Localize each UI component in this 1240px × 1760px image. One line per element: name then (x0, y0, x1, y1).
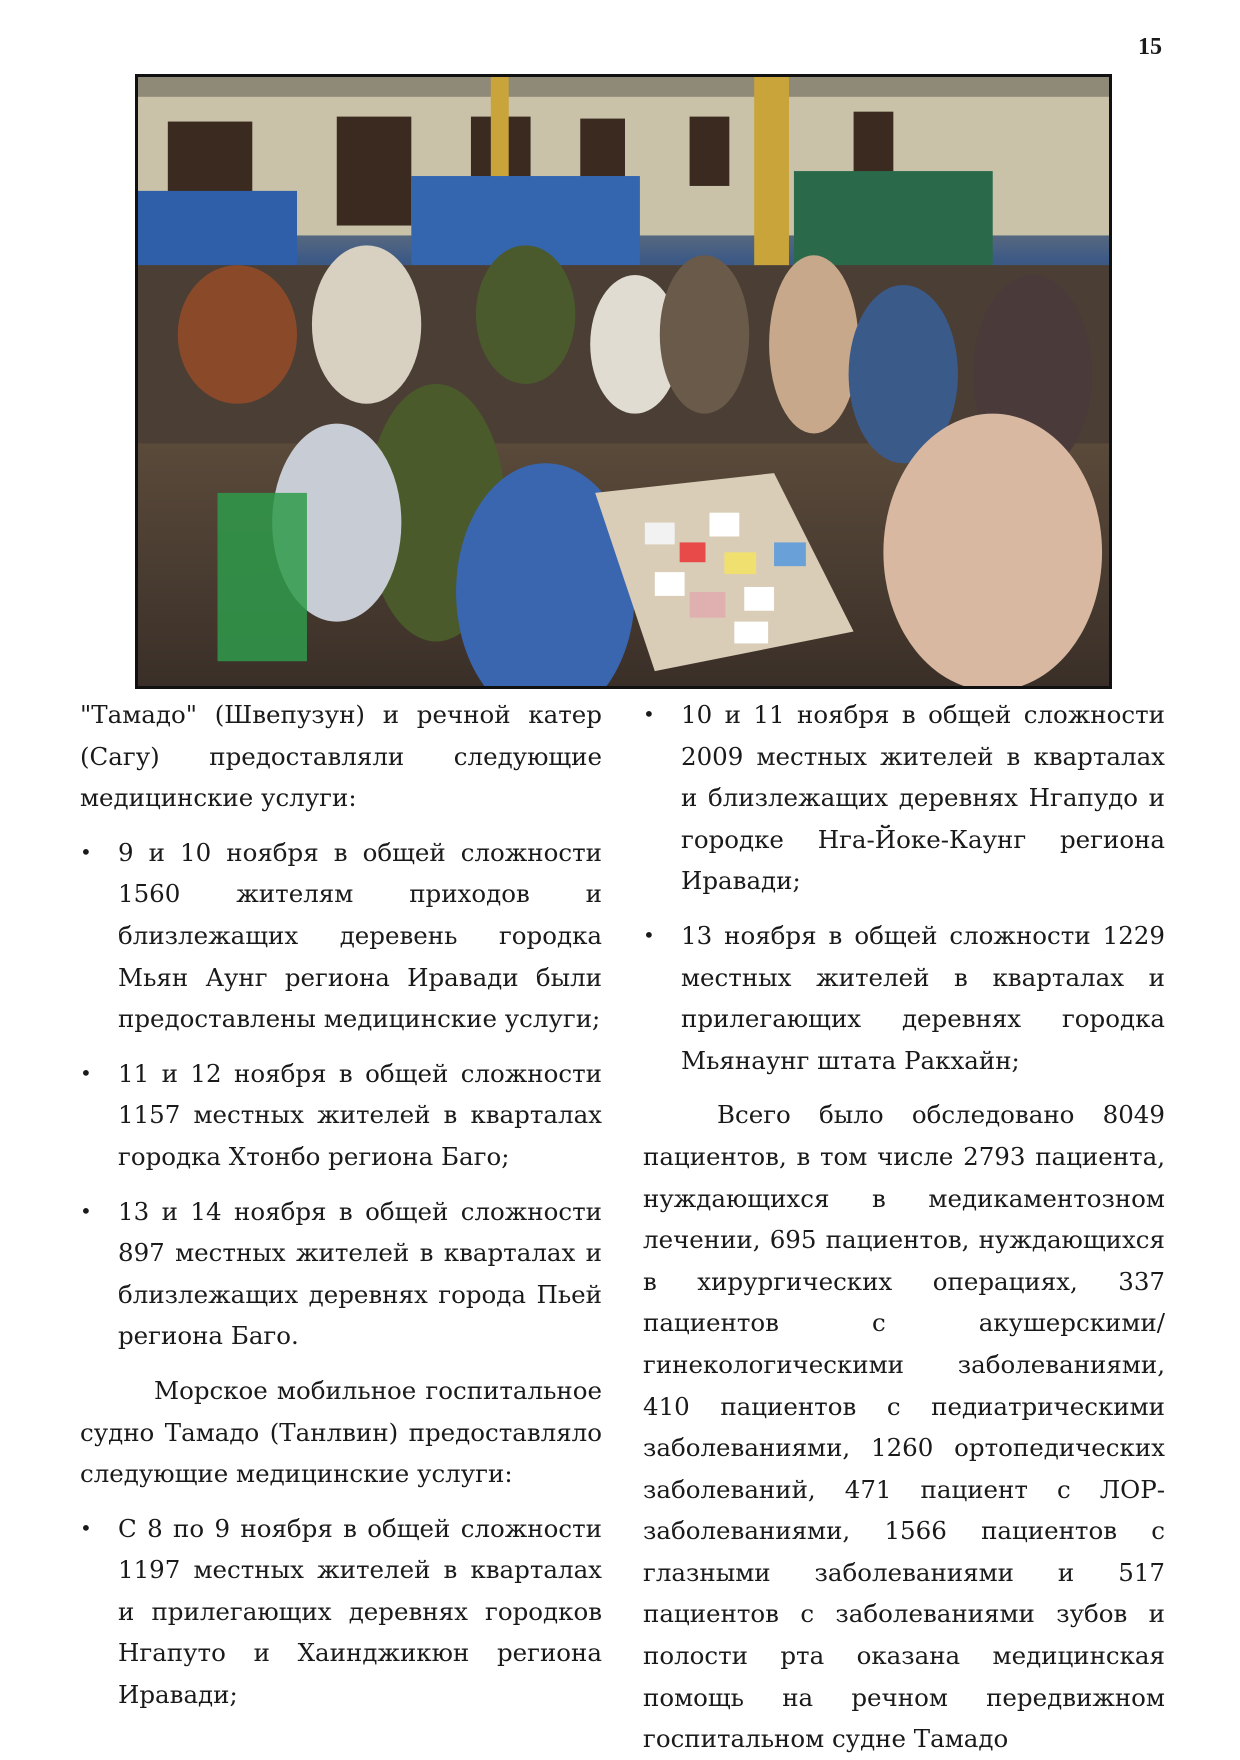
bullet-icon: • (643, 922, 655, 947)
bullet-icon: • (80, 1198, 92, 1223)
photo-illustration (138, 77, 1109, 686)
list-item (80, 832, 602, 1040)
list-item-text: 13 ноября в общей сложности 1229 местных жителей в кварталах и прилегающих деревнях городка Мьянаунг штата Ракхайн; (681, 920, 1165, 1075)
bullet-icon: • (80, 839, 92, 864)
list-item (80, 1191, 602, 1357)
list-item (643, 694, 1165, 902)
right-list (643, 694, 1165, 1081)
list-item (643, 915, 1165, 1081)
bullet-icon: • (80, 1515, 92, 1540)
bullet-icon: • (643, 702, 655, 726)
list-item-text: 10 и 11 ноября в общей сложности 2009 местных жителей в кварталах и близлежащих деревнях Нгапудо и городке Нга-Йоке-Каунг региона Иравади; (681, 700, 1165, 896)
page-number: 15 (1138, 34, 1162, 60)
left-intro-paragraph: "Тамадо" (Швепузун) и речной катер (Сагу) предоставляли следующие медицинские услуги: (80, 700, 602, 813)
right-column (643, 694, 1165, 1760)
list-item-text: 13 и 14 ноября в общей сложности 897 местных жителей в кварталах и близлежащих деревнях города Пьей региона Баго. (118, 1196, 602, 1351)
list-item-text: 11 и 12 ноября в общей сложности 1157 местных жителей в кварталах городка Хтонбо региона Баго; (118, 1058, 602, 1171)
left-list (80, 832, 602, 1357)
left-list-2 (80, 1508, 602, 1716)
photo (135, 74, 1112, 689)
list-item-text: 9 и 10 ноября в общей сложности 1560 жителям приходов и близлежащих деревень городка Мьян Аунг региона Иравади были предоставлены медицинские услуги; (118, 837, 602, 1034)
list-item (80, 1508, 602, 1716)
left-paragraph-2: Морское мобильное госпитальное судно Тамадо (Танлвин) предоставляло следующие медицинские услуги: (80, 1375, 602, 1489)
bullet-icon: • (80, 1060, 92, 1085)
list-item-text: С 8 по 9 ноября в общей сложности 1197 местных жителей в кварталах и прилегающих деревнях городков Нгапуто и Хаинджикюн региона Иравади; (118, 1513, 602, 1710)
list-item (80, 1053, 602, 1178)
left-column (80, 694, 602, 1729)
summary-paragraph: Всего было обследовано 8049 пациентов, в том числе 2793 пациента, нуждающихся в медикаментозном лечении, 695 пациентов, нуждающихся в хирургических операциях, 337 пациентов с акушерскими/гинекологическими заболеваниями, 410 пациентов с педиатрическими заболеваниями, 1260 ортопедических заболеваний, 471 пациент с ЛОР-заболеваниями, 1566 пациентов с глазными заболеваниями и 517 пациентов с заболеваниями зубов и полости рта оказана медицинская помощь на речном передвижном госпитальном судне Тамадо (643, 1100, 1165, 1754)
